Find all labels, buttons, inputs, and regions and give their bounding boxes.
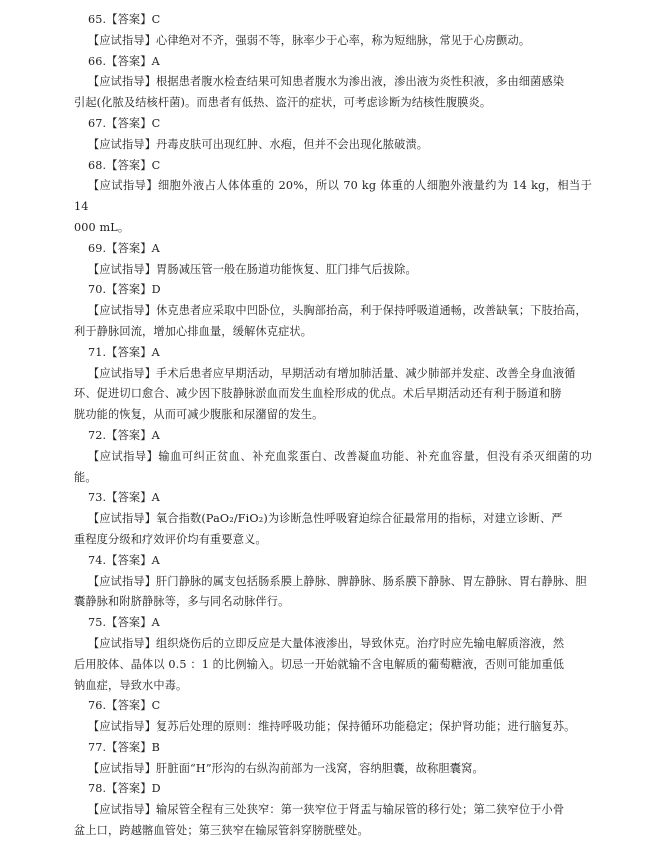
- answer-line: 77.【答案】B: [88, 740, 160, 754]
- answer-entry: [74, 156, 592, 239]
- guide-line: 【应试指导】输尿管全程有三处狭窄：第一狭窄位于肾盂与输尿管的移行处；第二狭窄位于小骨: [88, 803, 565, 817]
- guide-line: 【应试指导】组织烧伤后的立即反应是大量体液渗出，导致休克。治疗时应先输电解质溶液，然: [88, 636, 565, 650]
- answer-line: 67.【答案】C: [88, 116, 161, 130]
- answer-entry: [74, 488, 592, 550]
- answer-entry: [74, 426, 592, 488]
- answer-line: 71.【答案】A: [88, 345, 160, 359]
- answer-line: 65.【答案】C: [88, 13, 161, 26]
- answer-entry: [74, 343, 592, 426]
- guide-continuation-line: 胱功能的恢复，从而可减少腹胀和尿潴留的发生。: [74, 408, 324, 422]
- document-page: [74, 10, 592, 842]
- answer-line: 68.【答案】C: [88, 158, 161, 172]
- answer-entry: [74, 239, 592, 281]
- answer-line: 72.【答案】A: [88, 428, 160, 442]
- guide-continuation-line: 钠血症，导致水中毒。: [74, 678, 188, 692]
- guide-continuation-line: 重程度分级和疗效评价均有重要意义。: [74, 532, 267, 546]
- answer-line: 70.【答案】D: [88, 283, 161, 297]
- answer-line: 74.【答案】A: [88, 553, 160, 567]
- guide-line: 【应试指导】手术后患者应早期活动，早期活动有增加肺活量、减少肺部并发症、改善全身血液循: [88, 366, 576, 380]
- answer-line: 69.【答案】A: [88, 241, 160, 255]
- answer-entry: [74, 613, 592, 696]
- guide-line: 【应试指导】心律绝对不齐，强弱不等，脉率少于心率，称为短绌脉，常见于心房颤动。: [88, 33, 531, 47]
- answer-entry: [74, 696, 592, 738]
- guide-line: 【应试指导】细胞外液占人体体重的 20%，所以 70 kg 体重的人细胞外液量约为 14 kg，相当于 14: [74, 179, 592, 214]
- answer-line: 75.【答案】A: [88, 616, 160, 630]
- guide-line: 【应试指导】肝脏面“H”形沟的右纵沟前部为一浅窝，容纳胆囊，故称胆囊窝。: [88, 761, 484, 775]
- answer-line: 78.【答案】D: [88, 782, 161, 796]
- answer-entry: [74, 779, 592, 841]
- guide-continuation-line: 环、促进切口愈合、减少因下肢静脉淤血而发生血栓形成的优点。术后早期活动还有利于肠道和膀: [74, 387, 562, 401]
- guide-continuation-line: 引起(化脓及结核杆菌)。而患者有低热、盗汗的症状，可考虑诊断为结核性腹膜炎。: [74, 96, 492, 110]
- guide-continuation-line: 后用胶体、晶体以 0.5 ：1 的比例输入。切忌一开始就输不含电解质的葡萄糖液，否则可能加重低: [74, 657, 565, 671]
- guide-continuation-line: 盆上口，跨越髂血管处；第三狭窄在输尿管斜穿膀胱壁处。: [74, 824, 369, 838]
- guide-line: 【应试指导】休克患者应采取中凹卧位，头胸部抬高，利于保持呼吸道通畅，改善缺氧；下肢抬高，: [88, 304, 587, 318]
- guide-continuation-line: 囊静脉和附脐静脉等，多与同名动脉伴行。: [74, 595, 290, 609]
- guide-line: 【应试指导】丹毒皮肤可出现红肿、水疱，但并不会出现化脓破溃。: [88, 137, 429, 151]
- guide-line: 【应试指导】根据患者腹水检查结果可知患者腹水为渗出液，渗出液为炎性积液，多由细菌感染: [88, 75, 565, 89]
- guide-line: 【应试指导】复苏后处理的原则：维持呼吸功能；保持循环功能稳定；保护肾功能；进行脑复苏。: [88, 720, 576, 734]
- answer-line: 73.【答案】A: [88, 491, 160, 505]
- guide-line: 【应试指导】输血可纠正贫血、补充血浆蛋白、改善凝血功能、补充血容量，但没有杀灭细菌的功能。: [74, 449, 592, 484]
- guide-continuation-line: 000 mL。: [74, 220, 130, 234]
- answer-line: 76.【答案】C: [88, 699, 161, 713]
- guide-line: 【应试指导】胃肠减压管一般在肠道功能恢复、肛门排气后拔除。: [88, 262, 417, 276]
- answer-entry: [74, 52, 592, 114]
- answer-entry: [74, 114, 592, 156]
- answer-entry: [74, 551, 592, 613]
- answer-entry: [74, 280, 592, 342]
- answer-entry: [74, 738, 592, 780]
- guide-continuation-line: 利于静脉回流，增加心排血量，缓解休克症状。: [74, 324, 313, 338]
- guide-line: 【应试指导】氧合指数(PaO₂/FiO₂)为诊断急性呼吸窘迫综合征最常用的指标，对建立诊断、严: [88, 512, 563, 526]
- answer-line: 66.【答案】A: [88, 54, 160, 68]
- answer-entry: [74, 10, 592, 52]
- guide-line: 【应试指导】肝门静脉的属支包括肠系膜上静脉、脾静脉、肠系膜下静脉、胃左静脉、胃右静脉、胆: [88, 574, 587, 588]
